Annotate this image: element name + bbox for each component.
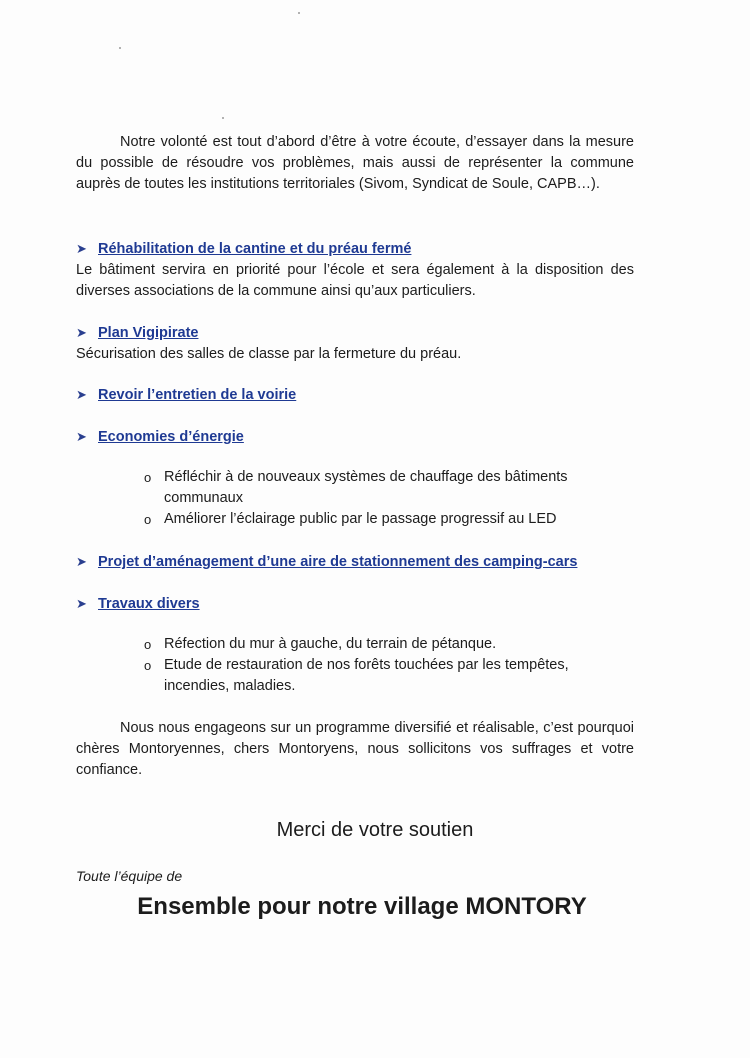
travaux-sublist	[144, 634, 604, 697]
section-travaux	[76, 593, 634, 615]
list-item	[144, 634, 604, 655]
arrow-bullet-icon: ➤	[76, 387, 87, 402]
section-heading	[76, 322, 634, 344]
section-title: Projet d’aménagement d’une aire de stationnement des camping-cars	[98, 554, 578, 570]
section-vigipirate	[76, 322, 634, 365]
list-item-text: Réfection du mur à gauche, du terrain de pétanque.	[164, 636, 497, 652]
section-text: Le bâtiment servira en priorité pour l’école et sera également à la disposition des diverses associations de la commune ainsi qu’aux particuliers.	[76, 262, 634, 299]
arrow-bullet-icon: ➤	[76, 554, 87, 569]
section-title: Travaux divers	[98, 596, 200, 612]
circle-bullet-icon: o	[144, 637, 152, 652]
section-energie	[76, 426, 634, 448]
circle-bullet-icon: o	[144, 658, 152, 673]
group-name: Ensemble pour notre village MONTORY	[137, 893, 587, 920]
arrow-bullet-icon: ➤	[76, 325, 87, 340]
team-label: Toute l’équipe de	[76, 868, 183, 884]
list-item-text: Améliorer l’éclairage public par le passage progressif au LED	[164, 511, 557, 527]
thanks-line: Merci de votre soutien	[276, 819, 474, 841]
section-heading	[76, 593, 634, 615]
list-item	[144, 509, 604, 530]
section-voirie	[76, 384, 634, 406]
arrow-bullet-icon: ➤	[76, 596, 87, 611]
section-heading	[76, 384, 634, 406]
energie-sublist	[144, 467, 604, 530]
arrow-bullet-icon: ➤	[76, 429, 87, 444]
section-camping-cars	[76, 551, 676, 573]
scan-speck	[222, 117, 224, 119]
circle-bullet-icon: o	[144, 512, 152, 527]
arrow-bullet-icon: ➤	[76, 241, 87, 256]
section-heading	[76, 551, 676, 573]
section-heading	[76, 426, 634, 448]
intro-paragraph: Notre volonté est tout d’abord d’être à votre écoute, d’essayer dans la mesure du possible de résoudre vos problèmes, mais aussi de représenter la commune auprès de toutes les institutions territoriales (Sivom, Syndicat de Soule, CAPB…).	[76, 134, 634, 192]
list-item	[144, 655, 604, 697]
section-text: Sécurisation des salles de classe par la fermeture du préau.	[76, 346, 462, 362]
circle-bullet-icon: o	[144, 470, 152, 485]
section-title: Réhabilitation de la cantine et du préau fermé	[98, 241, 412, 257]
list-item-text: Etude de restauration de nos forêts touchées par les tempêtes, incendies, maladies.	[164, 657, 569, 694]
section-heading	[76, 238, 634, 260]
section-title: Revoir l’entretien de la voirie	[98, 387, 297, 403]
closing-paragraph: Nous nous engageons sur un programme diversifié et réalisable, c’est pourquoi chères Montoryennes, chers Montoryens, nous sollicitons vos suffrages et votre confiance.	[76, 720, 634, 778]
list-item-text: Réfléchir à de nouveaux systèmes de chauffage des bâtiments communaux	[164, 469, 568, 506]
section-title: Economies d’énergie	[98, 429, 244, 445]
scan-speck	[298, 12, 300, 14]
scan-speck	[119, 47, 121, 49]
list-item	[144, 467, 604, 509]
section-title: Plan Vigipirate	[98, 325, 199, 341]
section-rehabilitation	[76, 238, 634, 302]
